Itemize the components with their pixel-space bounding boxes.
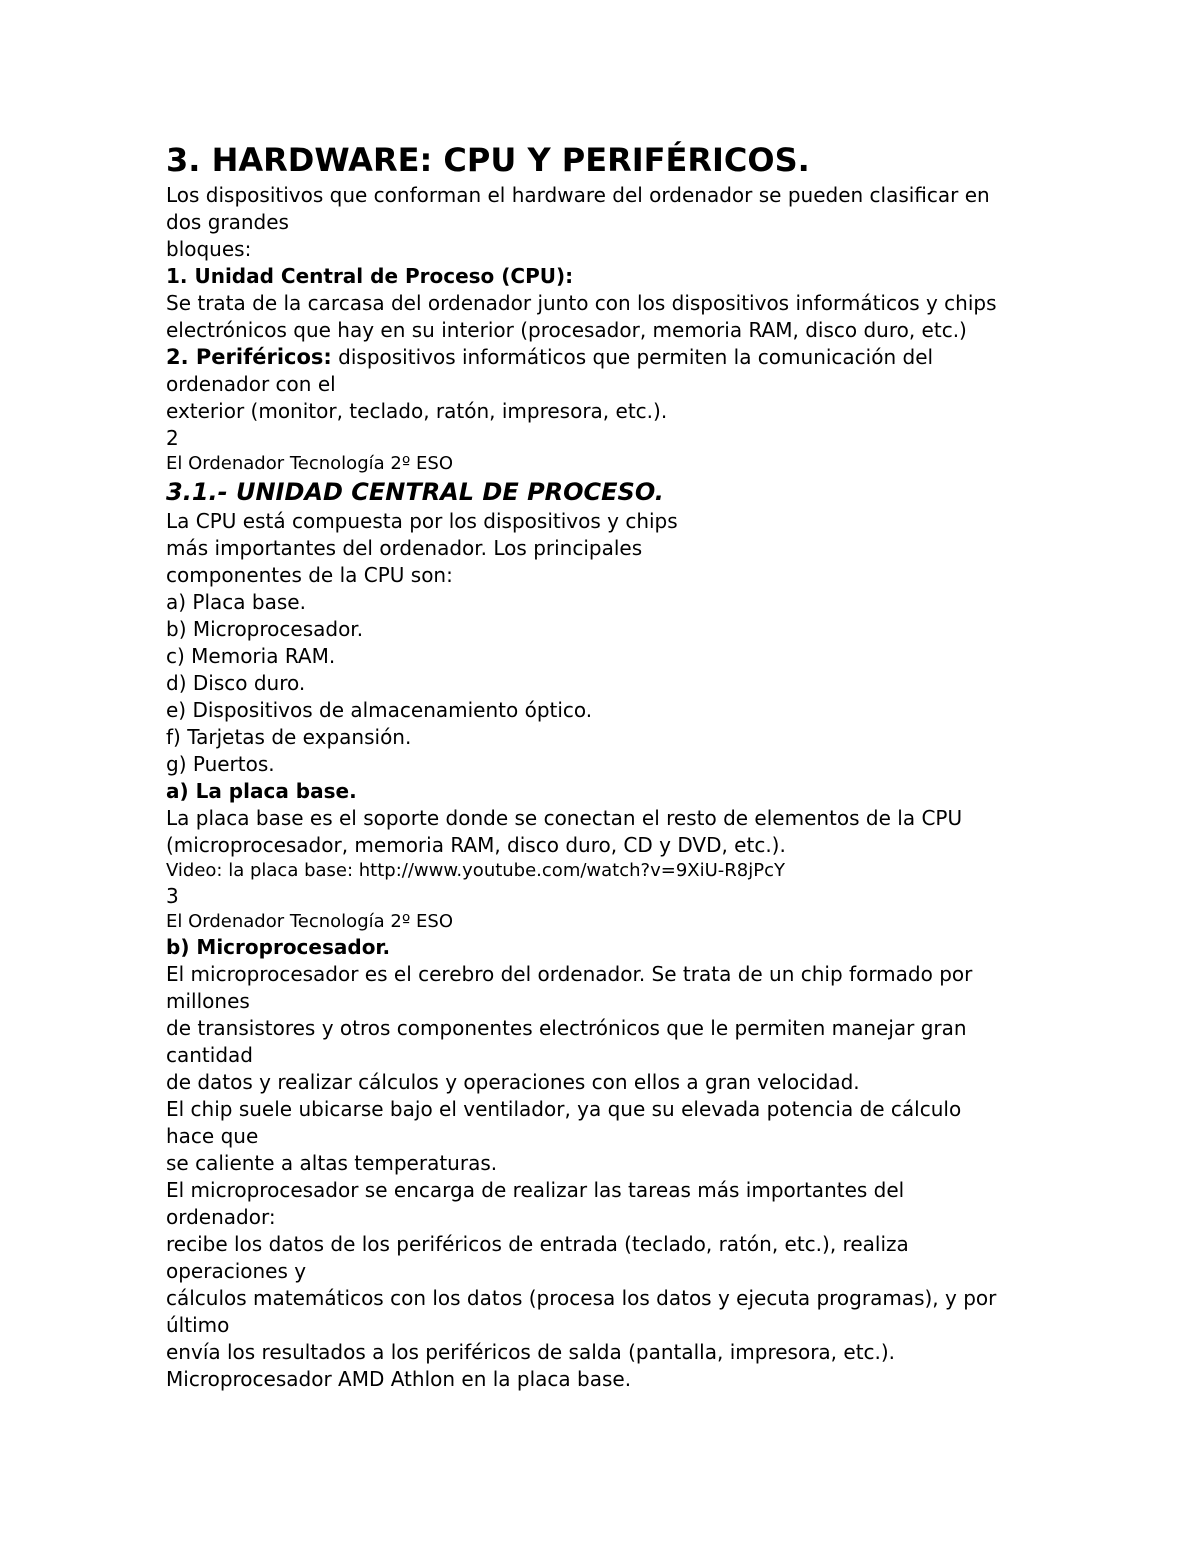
document-page bbox=[166, 138, 1046, 1393]
component-item: a) Placa base. bbox=[166, 590, 306, 614]
section-3-1-title: 3.1.- UNIDAD CENTRAL DE PROCESO. bbox=[166, 478, 664, 506]
microprocesador-line: cantidad bbox=[166, 1043, 253, 1067]
cpu-intro-line: más importantes del ordenador. Los principales bbox=[166, 536, 643, 560]
component-item: g) Puertos. bbox=[166, 752, 275, 776]
perifericos-line: ordenador con el bbox=[166, 372, 336, 396]
intro-line: dos grandes bbox=[166, 210, 289, 234]
microprocesador-line: El chip suele ubicarse bajo el ventilador, ya que su elevada potencia de cálculo bbox=[166, 1097, 962, 1121]
cpu-line: electrónicos que hay en su interior (procesador, memoria RAM, disco duro, etc.) bbox=[166, 318, 967, 342]
cpu-intro-line: La CPU está compuesta por los dispositivos y chips bbox=[166, 509, 678, 533]
page-footer: El Ordenador Tecnología 2º ESO bbox=[166, 453, 453, 474]
microprocesador-line: Microprocesador AMD Athlon en la placa base. bbox=[166, 1367, 632, 1391]
perifericos-line bbox=[166, 344, 1046, 371]
page-footer: El Ordenador Tecnología 2º ESO bbox=[166, 911, 453, 932]
component-item: b) Microprocesador. bbox=[166, 617, 364, 641]
perifericos-heading: 2. Periféricos: bbox=[166, 345, 332, 369]
section-3-title: 3. HARDWARE: CPU Y PERIFÉRICOS. bbox=[166, 141, 810, 179]
microprocesador-line: El microprocesador es el cerebro del ordenador. Se trata de un chip formado por bbox=[166, 962, 973, 986]
cpu-line: Se trata de la carcasa del ordenador junto con los dispositivos informáticos y chips bbox=[166, 291, 997, 315]
microprocesador-line: de datos y realizar cálculos y operaciones con ellos a gran velocidad. bbox=[166, 1070, 860, 1094]
placa-base-heading: a) La placa base. bbox=[166, 779, 357, 803]
microprocesador-line: hace que bbox=[166, 1124, 259, 1148]
microprocesador-line: recibe los datos de los periféricos de entrada (teclado, ratón, etc.), realiza bbox=[166, 1232, 909, 1256]
cpu-intro-line: componentes de la CPU son: bbox=[166, 563, 453, 587]
microprocesador-line: millones bbox=[166, 989, 250, 1013]
microprocesador-line: envía los resultados a los periféricos de salda (pantalla, impresora, etc.). bbox=[166, 1340, 896, 1364]
intro-line: bloques: bbox=[166, 237, 252, 261]
component-item: f) Tarjetas de expansión. bbox=[166, 725, 412, 749]
microprocesador-line: cálculos matemáticos con los datos (procesa los datos y ejecuta programas), y por bbox=[166, 1286, 997, 1310]
microprocesador-line: de transistores y otros componentes electrónicos que le permiten manejar gran bbox=[166, 1016, 967, 1040]
microprocesador-line: se caliente a altas temperaturas. bbox=[166, 1151, 498, 1175]
page-number: 3 bbox=[166, 884, 179, 908]
video-link[interactable]: Video: la placa base: http://www.youtube.com/watch?v=9XiU-R8jPcY bbox=[166, 860, 785, 881]
placa-base-line: (microprocesador, memoria RAM, disco duro, CD y DVD, etc.). bbox=[166, 833, 786, 857]
perifericos-line: exterior (monitor, teclado, ratón, impresora, etc.). bbox=[166, 399, 668, 423]
intro-line: Los dispositivos que conforman el hardware del ordenador se pueden clasificar en bbox=[166, 183, 990, 207]
component-item: e) Dispositivos de almacenamiento óptico. bbox=[166, 698, 593, 722]
microprocesador-heading: b) Microprocesador. bbox=[166, 935, 391, 959]
microprocesador-line: ordenador: bbox=[166, 1205, 276, 1229]
page-number: 2 bbox=[166, 426, 179, 450]
perifericos-text: dispositivos informáticos que permiten la comunicación del bbox=[331, 345, 934, 369]
component-item: d) Disco duro. bbox=[166, 671, 306, 695]
cpu-heading: 1. Unidad Central de Proceso (CPU): bbox=[166, 264, 574, 288]
placa-base-line: La placa base es el soporte donde se conectan el resto de elementos de la CPU bbox=[166, 806, 963, 830]
microprocesador-line: operaciones y bbox=[166, 1259, 307, 1283]
microprocesador-line: El microprocesador se encarga de realizar las tareas más importantes del bbox=[166, 1178, 905, 1202]
microprocesador-line: último bbox=[166, 1313, 230, 1337]
component-item: c) Memoria RAM. bbox=[166, 644, 336, 668]
